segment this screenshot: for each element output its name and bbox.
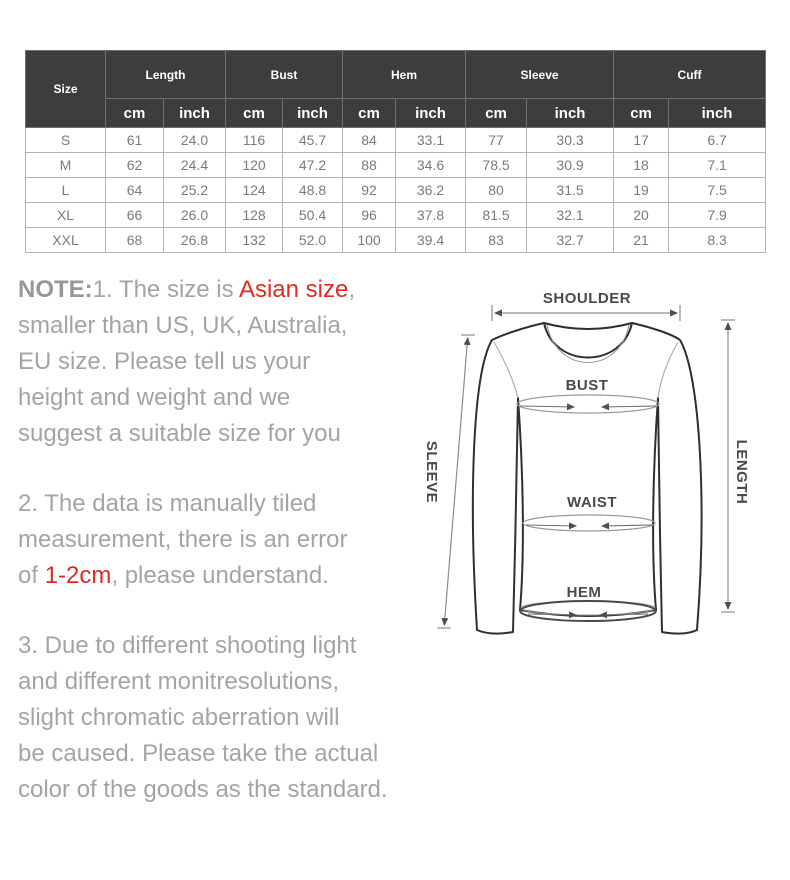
note-highlight: 1-2cm [44, 562, 112, 589]
unit-header-inch: inch [164, 99, 226, 128]
table-cell: 24.0 [164, 128, 226, 153]
table-cell: 128 [226, 203, 283, 228]
note-paragraph-2 [18, 486, 420, 594]
length-label: LENGTH [733, 439, 750, 505]
table-cell: 84 [343, 128, 396, 153]
table-cell: 61 [106, 128, 164, 153]
table-cell: 92 [343, 178, 396, 203]
size-label: M [26, 153, 106, 178]
unit-header-inch: inch [396, 99, 466, 128]
unit-header-inch: inch [527, 99, 614, 128]
table-cell: 132 [226, 228, 283, 253]
sleeve-measure-line [437, 335, 475, 628]
table-cell: 30.3 [527, 128, 614, 153]
table-cell: 37.8 [396, 203, 466, 228]
table-cell: 83 [466, 228, 527, 253]
table-cell: 66 [106, 203, 164, 228]
note-line [18, 272, 420, 308]
table-cell: 52.0 [283, 228, 343, 253]
table-cell: 77 [466, 128, 527, 153]
table-row-s [26, 128, 766, 153]
col-header-cuff: Cuff [614, 51, 766, 99]
col-header-hem: Hem [343, 51, 466, 99]
table-cell: 78.5 [466, 153, 527, 178]
note-prefix: NOTE: [18, 276, 93, 303]
col-header-size: Size [26, 51, 106, 128]
notes-section [18, 272, 420, 842]
table-cell: 120 [226, 153, 283, 178]
table-row-xxl [26, 228, 766, 253]
table-cell: 88 [343, 153, 396, 178]
unit-header-cm: cm [343, 99, 396, 128]
note-text: of [18, 562, 45, 589]
table-cell: 7.5 [669, 178, 766, 203]
table-cell: 81.5 [466, 203, 527, 228]
table-cell: 25.2 [164, 178, 226, 203]
note-line: slight chromatic aberration will [18, 704, 340, 731]
table-row-l [26, 178, 766, 203]
note-line: color of the goods as the standard. [18, 776, 388, 803]
note-text: , please understand. [111, 562, 329, 589]
table-row-m [26, 153, 766, 178]
table-cell: 8.3 [669, 228, 766, 253]
size-chart-table [25, 50, 766, 253]
table-cell: 80 [466, 178, 527, 203]
table-cell: 26.8 [164, 228, 226, 253]
note-line: 2. The data is manually tiled [18, 490, 317, 517]
note-paragraph-1 [18, 272, 420, 452]
note-line: 3. Due to different shooting light [18, 632, 357, 659]
shoulder-label: SHOULDER [542, 290, 632, 307]
unit-header-cm: cm [106, 99, 164, 128]
table-cell: 116 [226, 128, 283, 153]
table-cell: 26.0 [164, 203, 226, 228]
table-cell: 19 [614, 178, 669, 203]
col-header-bust: Bust [226, 51, 343, 99]
size-label: XL [26, 203, 106, 228]
note-line: EU size. Please tell us your [18, 348, 311, 375]
table-cell: 100 [343, 228, 396, 253]
hem-label: HEM [566, 584, 602, 601]
note-line: smaller than US, UK, Australia, [18, 312, 348, 339]
unit-header-cm: cm [226, 99, 283, 128]
size-chart [25, 50, 765, 253]
bust-label: BUST [565, 377, 609, 394]
table-cell: 62 [106, 153, 164, 178]
table-cell: 48.8 [283, 178, 343, 203]
table-cell: 6.7 [669, 128, 766, 153]
table-cell: 33.1 [396, 128, 466, 153]
table-cell: 7.9 [669, 203, 766, 228]
note-line [18, 558, 420, 594]
table-cell: 68 [106, 228, 164, 253]
sleeve-label: SLEEVE [423, 440, 440, 504]
table-cell: 7.1 [669, 153, 766, 178]
unit-header-cm: cm [614, 99, 669, 128]
unit-header-cm: cm [466, 99, 527, 128]
table-cell: 31.5 [527, 178, 614, 203]
table-cell: 39.4 [396, 228, 466, 253]
col-header-sleeve: Sleeve [466, 51, 614, 99]
table-cell: 21 [614, 228, 669, 253]
table-cell: 18 [614, 153, 669, 178]
note-line: suggest a suitable size for you [18, 420, 341, 447]
note-paragraph-3 [18, 628, 420, 808]
note-line: height and weight and we [18, 384, 291, 411]
note-text: 1. The size is [92, 276, 239, 303]
size-label: XXL [26, 228, 106, 253]
table-cell: 64 [106, 178, 164, 203]
table-cell: 32.1 [527, 203, 614, 228]
note-highlight: Asian size [238, 276, 349, 303]
table-cell: 32.7 [527, 228, 614, 253]
table-cell: 17 [614, 128, 669, 153]
note-line: be caused. Please take the actual [18, 740, 379, 767]
size-label: L [26, 178, 106, 203]
unit-header-inch: inch [283, 99, 343, 128]
table-cell: 50.4 [283, 203, 343, 228]
waist-label: WAIST [567, 494, 617, 511]
table-cell: 36.2 [396, 178, 466, 203]
table-cell: 96 [343, 203, 396, 228]
table-cell: 20 [614, 203, 669, 228]
table-cell: 47.2 [283, 153, 343, 178]
table-cell: 124 [226, 178, 283, 203]
table-cell: 30.9 [527, 153, 614, 178]
unit-header-inch: inch [669, 99, 766, 128]
note-text: , [348, 276, 356, 303]
note-line: and different monitresolutions, [18, 668, 340, 695]
table-cell: 45.7 [283, 128, 343, 153]
table-cell: 24.4 [164, 153, 226, 178]
table-cell: 34.6 [396, 153, 466, 178]
table-row-xl [26, 203, 766, 228]
note-line: measurement, there is an error [18, 526, 348, 553]
size-label: S [26, 128, 106, 153]
shirt-measurement-diagram [408, 278, 790, 670]
col-header-length: Length [106, 51, 226, 99]
